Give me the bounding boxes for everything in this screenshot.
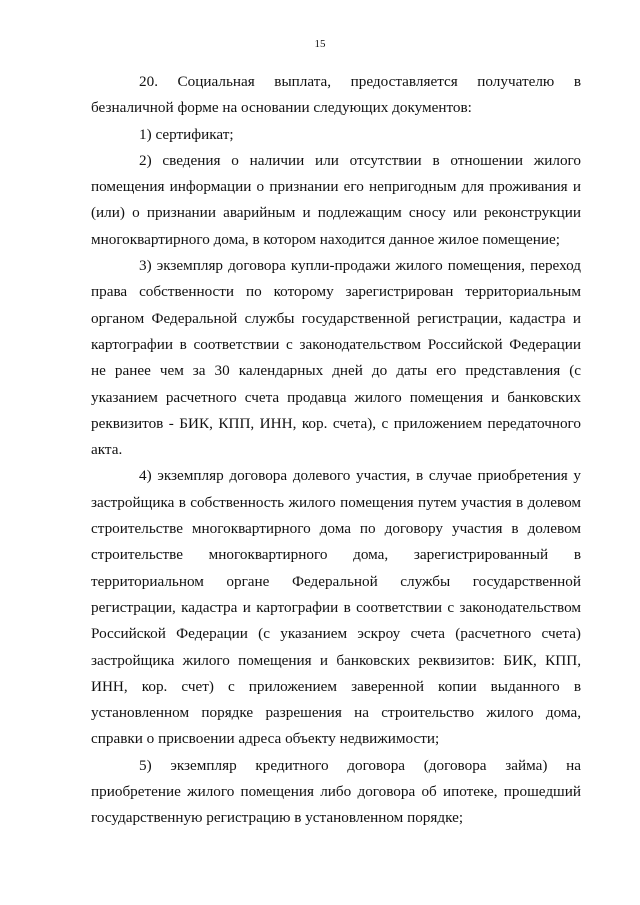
paragraph-subitem-1: 1) сертификат; [139,125,234,143]
paragraph-item-20: 20. Социальная выплата, предоставляется получателю в безналичной форме на основании следующих документов: [91,73,581,117]
document-body [91,69,581,832]
paragraph-subitem-5: 5) экземпляр кредитного договора (договора займа) на приобретение жилого помещения либо договора об ипотеке, прошедший государственную регистрацию в установленном порядке; [91,756,581,827]
paragraph-subitem-2: 2) сведения о наличии или отсутствии в отношении жилого помещения информации о признании его непригодным для проживания и (или) о признании аварийным и подлежащим сносу или реконструкции многоквартирного дома, в котором находится данное жилое помещение; [91,151,581,248]
page-number: 15 [314,38,326,50]
paragraph-subitem-3: 3) экземпляр договора купли-продажи жилого помещения, переход права собственности по которому зарегистрирован территориальным органом Федеральной службы государственной регистрации, кадастра и картографии в соответствии с законодательством Российской Федерации не ранее чем за 30 календарных дней до даты его представления (с указанием расчетного счета продавца жилого помещения и банковских реквизитов - БИК, КПП, ИНН, кор. счета), с приложением передаточного акта. [91,257,581,459]
paragraph-subitem-4: 4) экземпляр договора долевого участия, в случае приобретения у застройщика в собственность жилого помещения путем участия в долевом строительстве многоквартирного дома по договору участия в долевом строительстве многоквартирного дома, зарегистрированный в территориальном органе Федеральной службы государственной регистрации, кадастра и картографии в соответствии с законодательством Российской Федерации (с указанием эскроу счета (расчетного счета) застройщика жилого помещения и банковских реквизитов: БИК, КПП, ИНН, кор. счет) с приложением заверенной копии выданного в установленном порядке разрешения на строительство жилого дома, справки о присвоении адреса объекту недвижимости; [91,467,581,748]
